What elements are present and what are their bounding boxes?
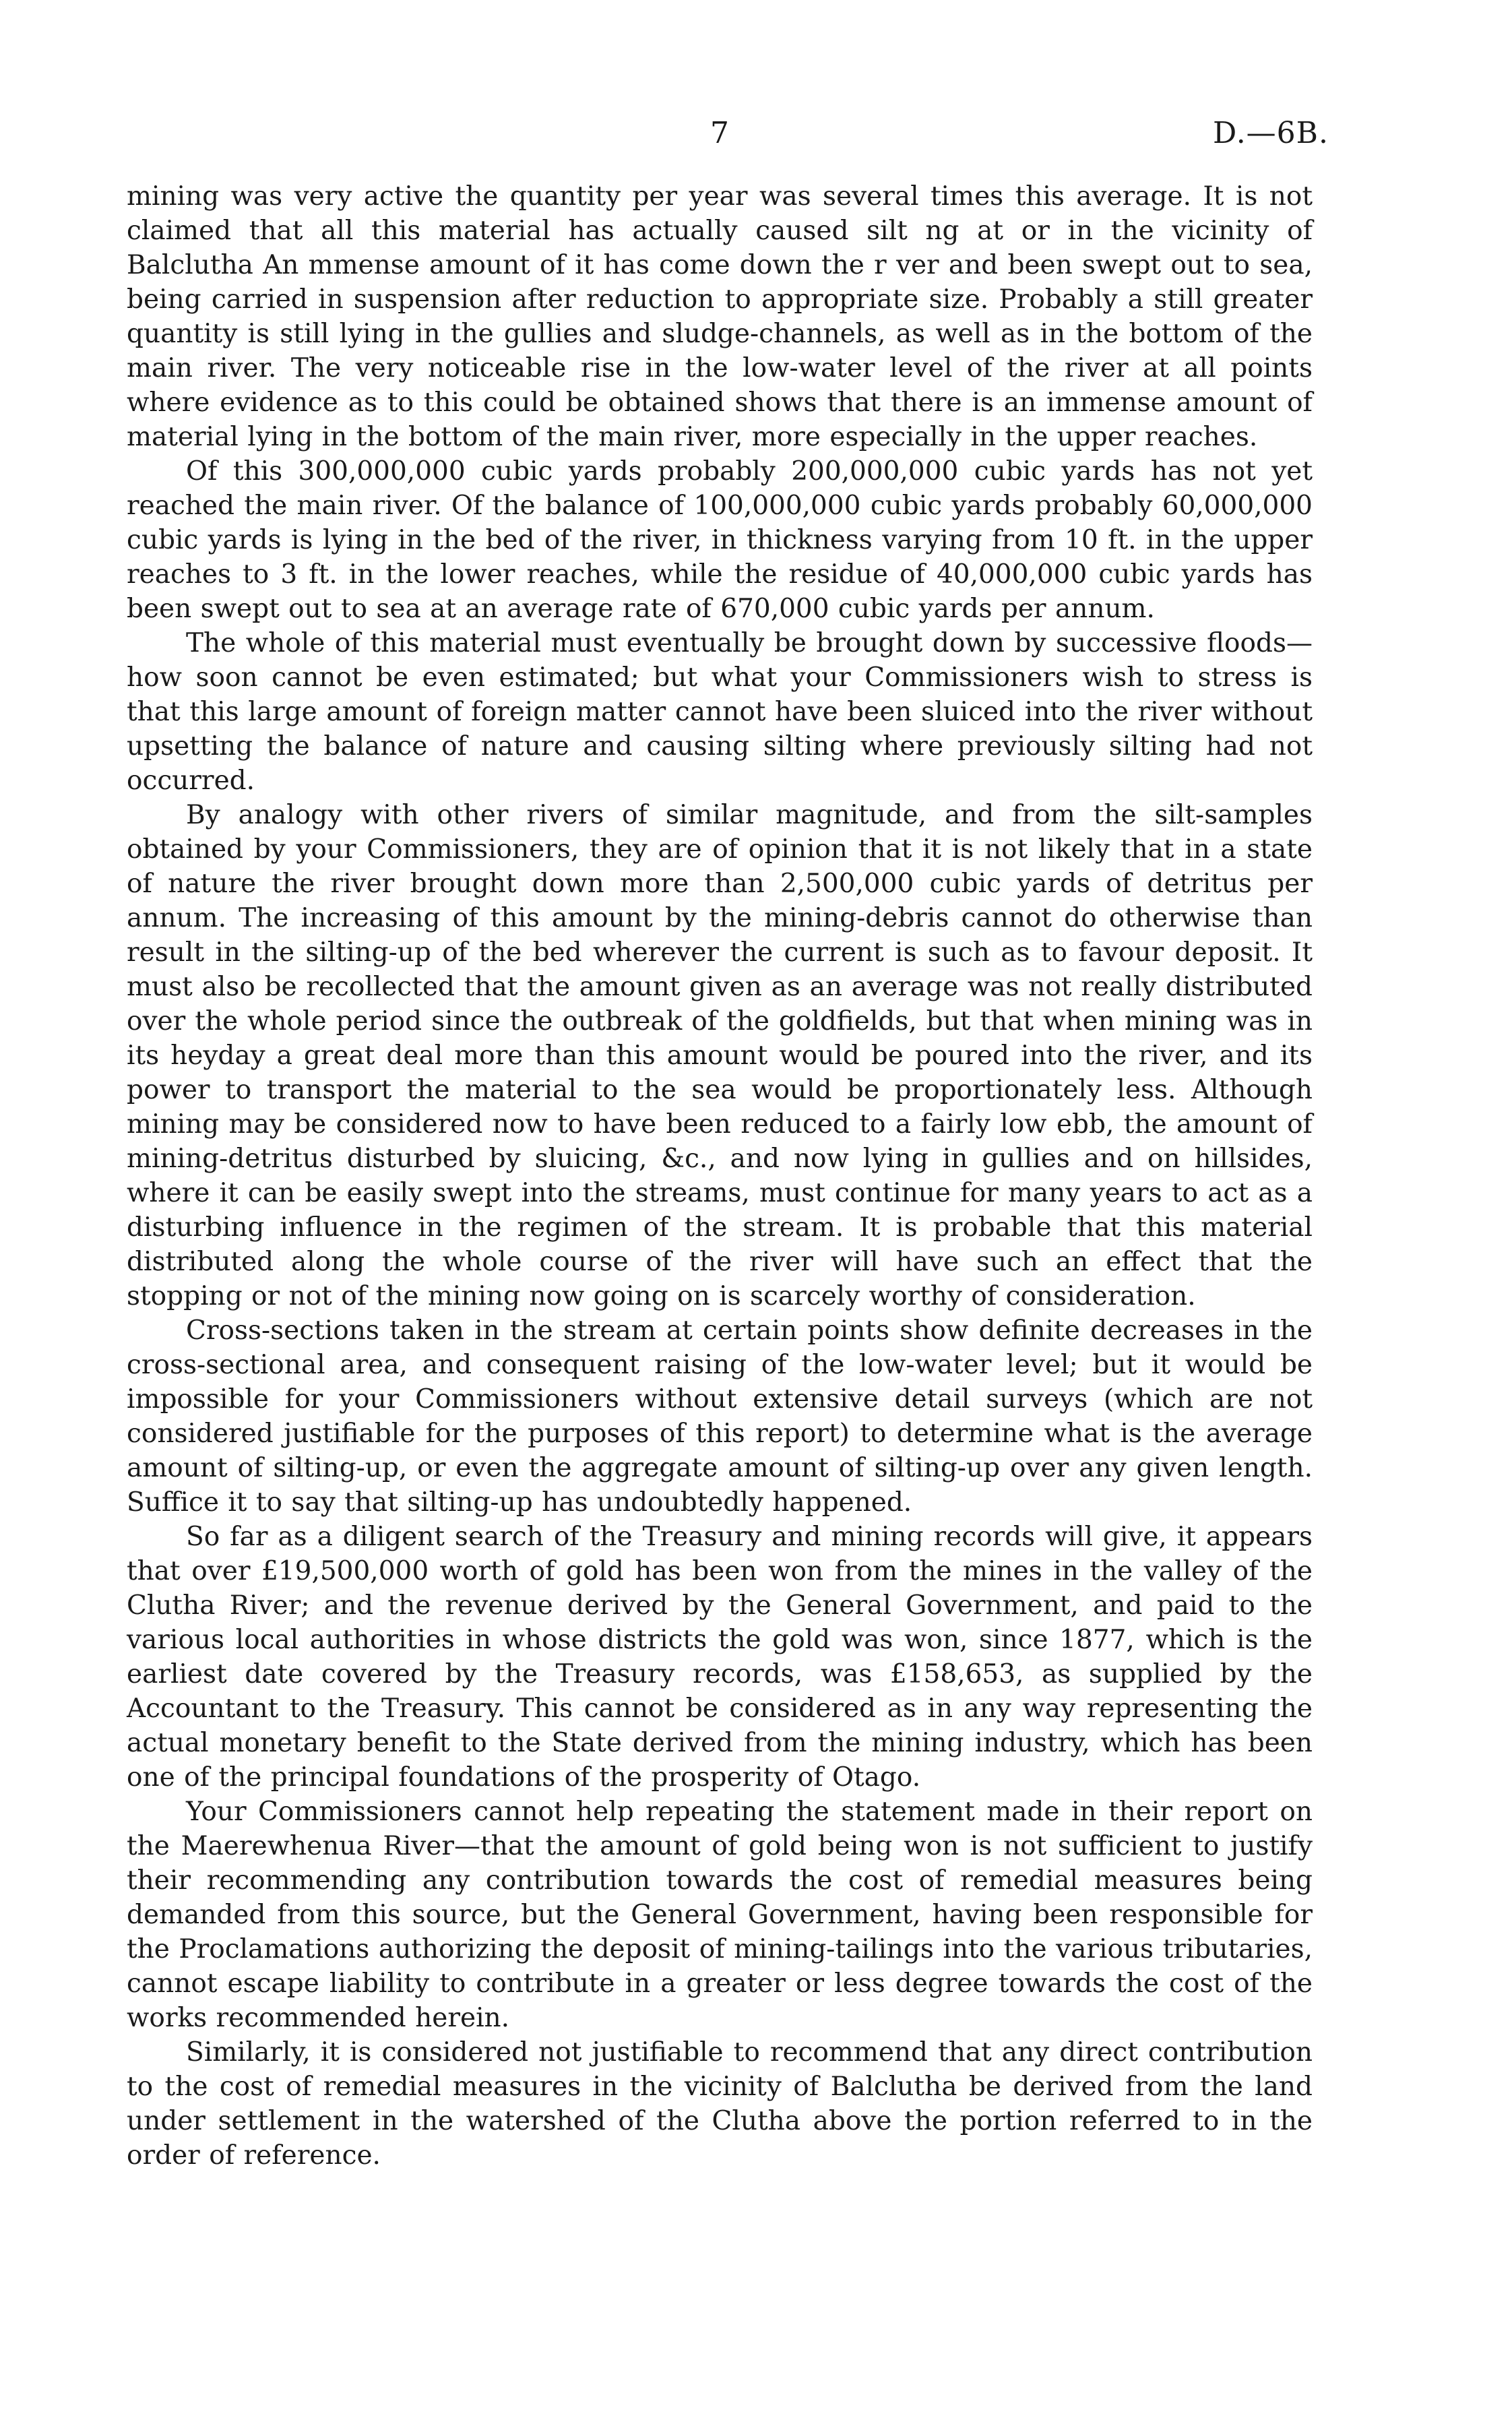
paragraph: Cross-sections taken in the stream at certain points show definite decreases in the cross-sectional area, and consequent raising of the low-water level; but it would be impossible for your Commissioners without extensive detail surveys (which are not considered justifiable for the purposes of this report) to determine what is the average amount of silting-up, or even the aggregate amount of silting-up over any given length. Suffice it to say that silting-up has undoubtedly happened.	[127, 1315, 1313, 1518]
paragraph: Of this 300,000,000 cubic yards probably 200,000,000 cubic yards has not yet reached the main river. Of the balance of 100,000,000 cubic yards probably 60,000,000 cubic yards is lying in the bed of the river, in thickness varying from 10 ft. in the upper reaches to 3 ft. in the lower reaches, while the residue of 40,000,000 cubic yards has been swept out to sea at an average rate of 670,000 cubic yards per annum.	[127, 456, 1313, 624]
paragraph: mining was very active the quantity per year was several times this average. It is not claimed that all this material has actually caused silt ng at or in the vicinity of Balclutha An mmense amount of it has come down the r ver and been swept out to sea, being carried in suspension after reduction to appropriate size. Probably a still greater quantity is still lying in the gullies and sludge-channels, as well as in the bottom of the main river. The very noticeable rise in the low-water level of the river at all points where evidence as to this could be obtained shows that there is an immense amount of material lying in the bottom of the main river, more especially in the upper reaches.	[127, 181, 1313, 452]
paragraph: By analogy with other rivers of similar magnitude, and from the silt-samples obtained by your Commissioners, they are of opinion that it is not likely that in a state of nature the river brought down more than 2,500,000 cubic yards of detritus per annum. The increasing of this amount by the mining-debris cannot do otherwise than result in the silting-up of the bed wherever the current is such as to favour deposit. It must also be recollected that the amount given as an average was not really distributed over the whole period since the outbreak of the goldfields, but that when mining was in its heyday a great deal more than this amount would be poured into the river, and its power to transport the material to the sea would be proportionately less. Although mining may be considered now to have been reduced to a fairly low ebb, the amount of mining-detritus disturbed by sluicing, &c., and now lying in gullies and on hillsides, where it can be easily swept into the streams, must continue for many years to act as a disturbing influence in the regimen of the stream. It is probable that this material distributed along the whole course of the river will have such an effect that the stopping or not of the mining now going on is scarcely worthy of consideration.	[127, 800, 1313, 1311]
paragraph: The whole of this material must eventually be brought down by successive floods—how soon cannot be even estimated; but what your Commissioners wish to stress is that this large amount of foreign matter cannot have been sluiced into the river without upsetting the balance of nature and causing silting where previously silting had not occurred.	[127, 628, 1313, 796]
document-reference: D.—6B.	[1212, 116, 1329, 150]
paragraph: So far as a diligent search of the Treasury and mining records will give, it appears that over £19,500,000 worth of gold has been won from the mines in the valley of the Clutha River; and the revenue derived by the General Government, and paid to the various local authorities in whose districts the gold was won, since 1877, which is the earliest date covered by the Treasury records, was £158,653, as supplied by the Accountant to the Treasury. This cannot be considered as in any way representing the actual monetary benefit to the State derived from the mining industry, which has been one of the principal foundations of the prosperity of Otago.	[127, 1522, 1313, 1793]
page-header	[127, 116, 1329, 156]
paragraph: Your Commissioners cannot help repeating the statement made in their report on the Maerewhenua River—that the amount of gold being won is not sufficient to justify their recommending any contribution towards the cost of remedial measures being demanded from this source, but the General Government, having been responsible for the Proclamations authorizing the deposit of mining-tailings into the various tributaries, cannot escape liability to contribute in a greater or less degree towards the cost of the works recommended herein.	[127, 1797, 1313, 2033]
body-text	[127, 179, 1313, 2173]
paragraph: Similarly, it is considered not justifiable to recommend that any direct contribution to the cost of remedial measures in the vicinity of Balclutha be derived from the land under settlement in the watershed of the Clutha above the portion referred to in the order of reference.	[127, 2037, 1313, 2171]
page-number: 7	[710, 116, 729, 150]
